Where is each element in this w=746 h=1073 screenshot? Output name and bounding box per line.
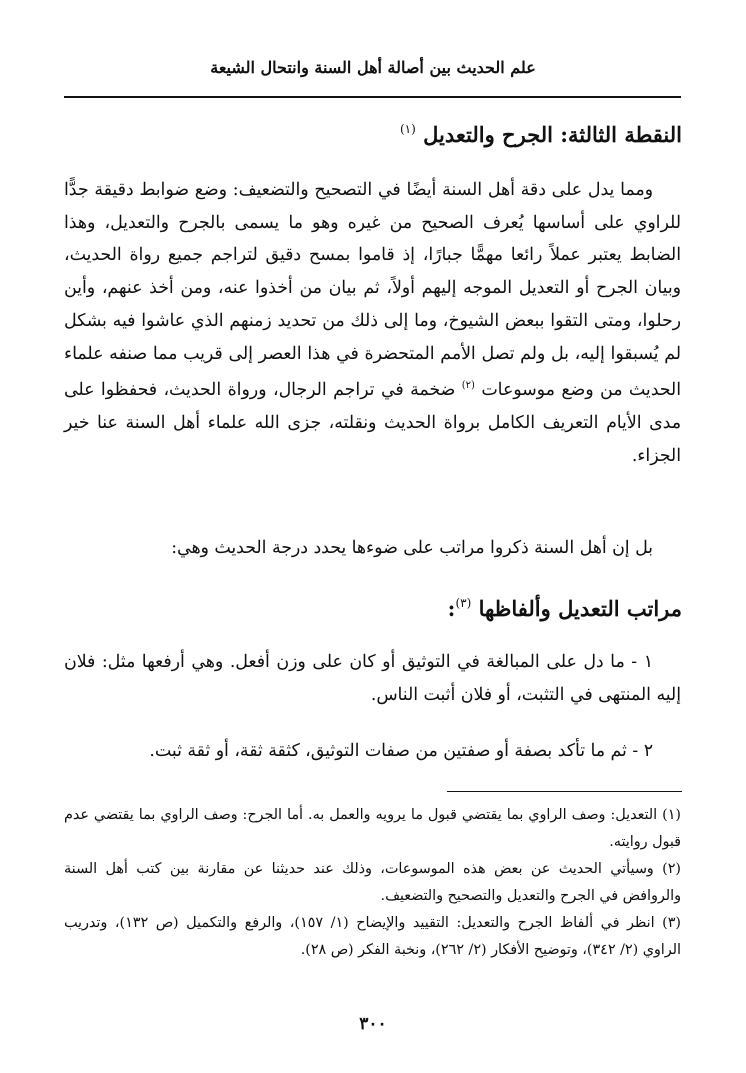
footnote-divider [447,791,682,792]
footnote-1 [64,802,681,856]
rank-item: ١ - ما دل على المبالغة في التوثيق أو كان على وزن أفعل. وهي أرفعها مثل: فلان إليه المنتهى في التثبت، أو فلان أثبت الناس. [64,652,681,705]
footnote-marker: (١) [662,807,681,823]
footnotes [64,802,681,964]
footnote-text: انظر في ألفاظ الجرح والتعديل: التقييد والإيضاح (١/ ١٥٧)، والرفع والتكميل (ص ١٣٢)، وتدريب الراوي (٢/ ٣٤٢)، وتوضيح الأفكار (٢/ ٢٦٢)، ونخبة الفكر (ص ٢٨). [64,915,681,958]
section-heading-note-ref: (١) [399,122,416,136]
section-heading [400,122,682,147]
subheading-text: مراتب التعديل وألفاظها [478,596,682,621]
main-paragraph-note-ref: (٢) [461,380,475,392]
main-paragraph-part1: ومما يدل على دقة أهل السنة أيضًا في التصحيح والتضعيف: وضع ضوابط دقيقة جدًّا للراوي على أساسها يُعرف الصحيح من غيره وهو ما يسمى بالجرح والتعديل، وهذا الضابط يعتبر عملاً رائعا مهمًّا جبارًا، إذ قاموا بمسح دقيق لتراجم جميع رواة الحديث، وبيان الجرح أو التعديل الموجه إليهم أولاً، ثم بيان من أخذوا عنه، ومن أخذ عنهم، وأين رحلوا، ومتى التقوا ببعض الشيوخ، وما إلى ذلك من تحديد زمنهم الذي عاشوا فيه بشكل لم يُسبقوا إليه، بل ولم تصل الأمم المتحضرة في هذا العصر إلى قريب مما صنفه علماء الحديث من وضع موسوعات [64,180,682,401]
rank-item: ٢ - ثم ما تأكد بصفة أو صفتين من صفات التوثيق، كثقة ثقة، أو ثقة ثبت. [149,741,653,761]
subheading-note-ref: (٣) [455,596,472,610]
footnote-text: التعديل: وصف الراوي بما يقتضي قبول ما يرويه والعمل به. أما الجرح: وصف الراوي بما يقتضي عدم قبول روايته. [64,807,681,850]
subheading [448,596,682,621]
footnote-marker: (٣) [662,915,681,931]
footnote-text: وسيأتي الحديث عن بعض هذه الموسوعات، وذلك عند حديثنا عن مقارنة بين كتب أهل السنة والروافض في الجرح والتعديل والتصحيح والتضعيف. [64,861,681,904]
section-heading-text: النقطة الثالثة: الجرح والتعديل [423,122,682,147]
second-paragraph: بل إن أهل السنة ذكروا مراتب على ضوءها يحدد درجة الحديث وهي: [171,538,653,558]
main-paragraph-part2: ضخمة في تراجم الرجال، ورواة الحديث، فحفظوا على مدى الأيام التعريف الكامل برواة الحديث ونقلته، جزى الله علماء أهل السنة عنا خير الجزاء. [64,380,681,466]
header-divider [64,96,681,98]
footnote-marker: (٢) [662,861,681,877]
subheading-suffix: : [447,596,456,621]
running-header: علم الحديث بين أصالة أهل السنة وانتحال الشيعة [210,58,536,77]
footnote-3 [64,910,681,964]
main-paragraph [64,174,681,472]
footnote-2 [64,856,681,910]
page-number: ٣٠٠ [359,1014,387,1034]
